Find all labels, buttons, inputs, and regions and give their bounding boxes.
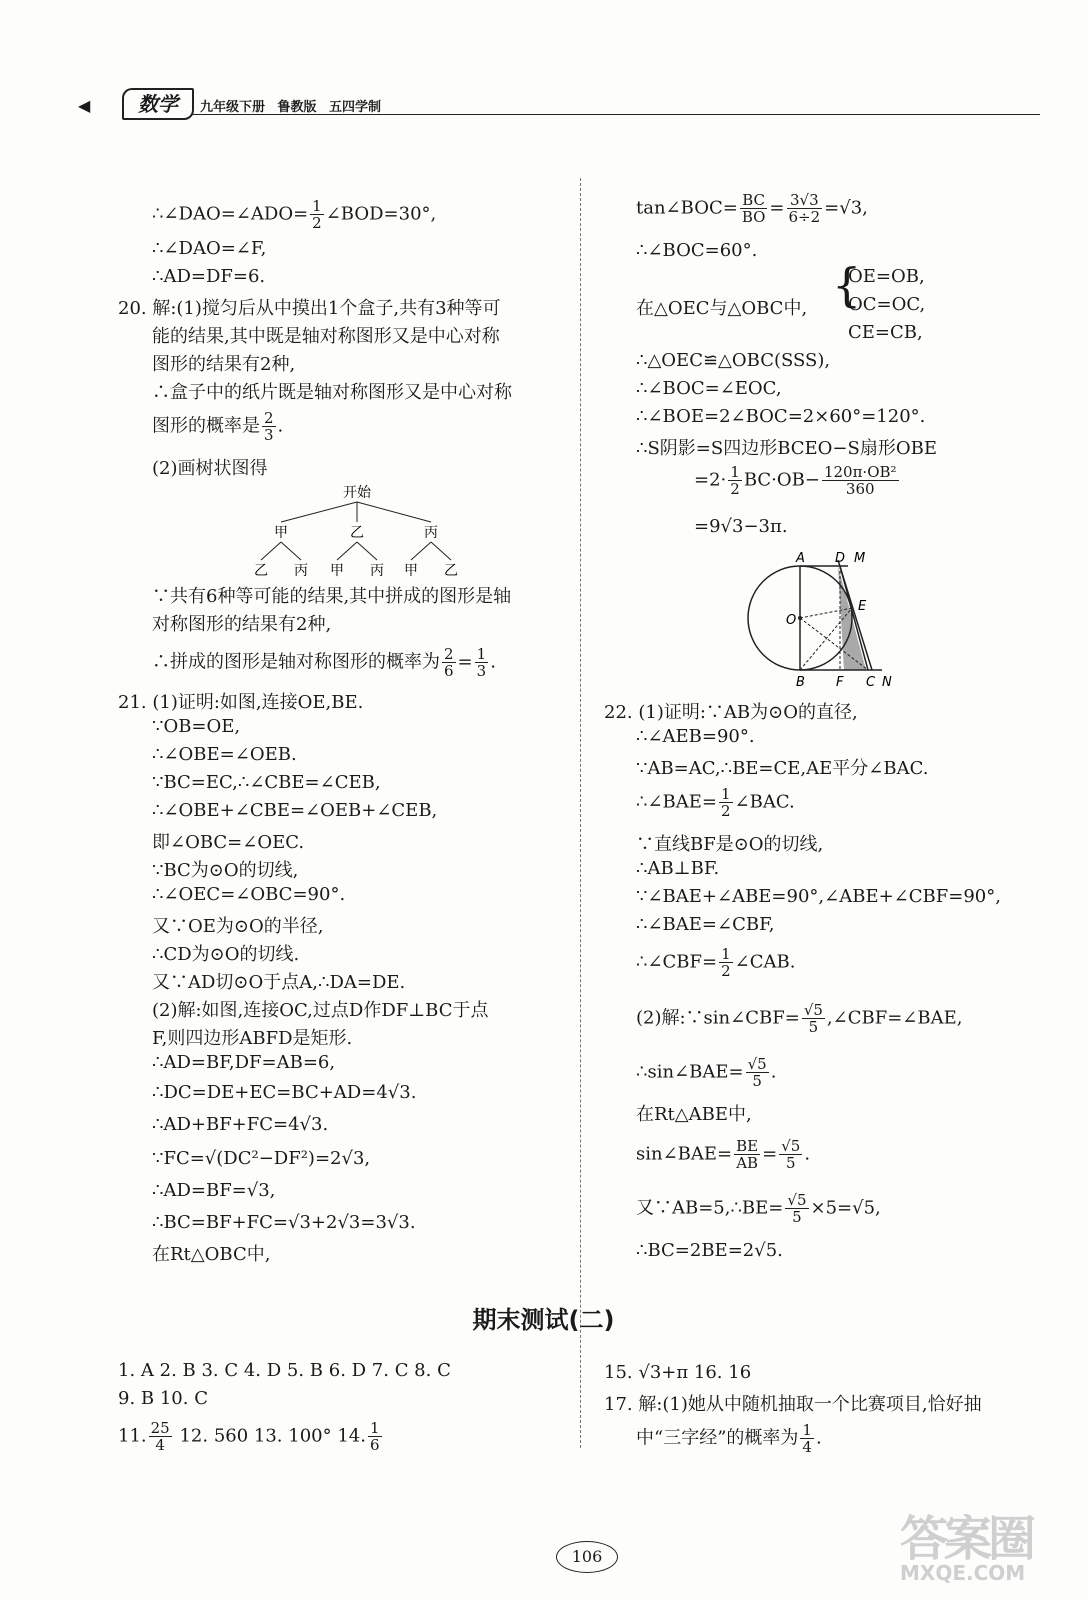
text-line: (2)解:如图,连接OC,过点D作DF⊥BC于点 [152, 1000, 489, 1021]
system-eq-2: OC=OC, [848, 294, 926, 315]
text-line: ∴盒子中的纸片既是轴对称图形又是中心对称 [152, 382, 512, 403]
text-line: ∴AD=BF,DF=AB=6, [152, 1052, 336, 1073]
label-D: D [835, 551, 846, 566]
text-line: ∴BC=BF+FC=√3+2√3=3√3. [152, 1212, 416, 1233]
tree-l2-4: 丙 [370, 563, 384, 579]
answers-line: 1. A 2. B 3. C 4. D 5. B 6. D 7. C 8. C [118, 1360, 451, 1381]
text-line: 在Rt△ABE中, [636, 1104, 752, 1125]
label-A: A [796, 551, 805, 566]
label-E: E [858, 599, 867, 614]
text-line: 又∵AB=5,∴BE= $\frac{√5}{5}$ ×5=√5, [636, 1191, 881, 1226]
text-line: ∵BC为⊙O的切线, [152, 860, 299, 881]
label-M: M [854, 551, 866, 566]
answers-line: 中“三字经”的概率为 $\frac{1}{4}$ . [636, 1421, 822, 1456]
text-line: 22. (1)证明:∵AB为⊙O的直径, [604, 702, 858, 723]
header-logo-icon: ◀ [78, 96, 89, 115]
header-rule [192, 114, 1040, 115]
text-line: ∵BC=EC,∴∠CBE=∠CEB, [152, 772, 381, 793]
text-line: 图形的概率是 $\frac{2}{3}$ . [152, 409, 284, 444]
text-line: 20. 解:(1)搅匀后从中摸出1个盒子,共有3种等可 [118, 298, 501, 319]
tree-l2-1: 乙 [254, 563, 268, 579]
text-line: (2)解:∵sin∠CBF= $\frac{√5}{5}$ ,∠CBF=∠BAE, [636, 1001, 963, 1036]
label-F: F [836, 675, 844, 690]
watermark [900, 1500, 1070, 1595]
text-line: ∴S阴影=S四边形BCEO−S扇形OBE [636, 438, 937, 459]
text-line: 又∵OE为⊙O的半径, [152, 916, 324, 937]
text-line: 即∠OBC=∠OEC. [152, 832, 305, 853]
text-line: ∴CD为⊙O的切线. [152, 944, 300, 965]
text-line: ∵直线BF是⊙O的切线, [636, 834, 824, 855]
text-line: ∴sin∠BAE= $\frac{√5}{5}$ . [636, 1055, 777, 1090]
tree-root: 开始 [343, 485, 371, 501]
text-line: ∴∠CBF= $\frac{1}{2}$ ∠CAB. [636, 945, 796, 980]
text-line: sin∠BAE= $\frac{BE}{AB}$ = $\frac{√5}{5}$ . [636, 1137, 811, 1172]
text-line: ∴BC=2BE=2√5. [636, 1240, 783, 1261]
text-line: ∴AD+BF+FC=4√3. [152, 1114, 329, 1135]
label-O: O [786, 613, 797, 628]
tree-l1-a: 甲 [274, 525, 288, 541]
text-line: ∴拼成的图形是轴对称图形的概率为 $\frac{2}{6}$ = $\frac{1}{3}$ . [152, 645, 496, 680]
text-line: ∵AB=AC,∴BE=CE,AE平分∠BAC. [636, 758, 929, 779]
text-line: 对称图形的结果有2种, [152, 614, 332, 635]
tree-l2-6: 乙 [444, 563, 458, 579]
tree-diagram [245, 480, 475, 580]
text-line: 21. (1)证明:如图,连接OE,BE. [118, 692, 364, 713]
book-info: 九年级下册 鲁教版 五四学制 [200, 100, 382, 115]
watermark-logo: 答案圈 [900, 1511, 1033, 1567]
system-eq-1: OE=OB, [848, 266, 925, 287]
text-line: ∵∠BAE+∠ABE=90°,∠ABE+∠CBF=90°, [636, 886, 1001, 907]
text-line: ∵OB=OE, [152, 716, 241, 737]
text-line: ∴∠OBE+∠CBE=∠OEB+∠CEB, [152, 800, 438, 821]
answers-line: 15. √3+π 16. 16 [604, 1362, 752, 1383]
text-line: ∴∠BAE= $\frac{1}{2}$ ∠BAC. [636, 785, 795, 820]
subject-badge: 数学 [122, 88, 194, 120]
text-line: ∴∠OBE=∠OEB. [152, 744, 297, 765]
text-line: 能的结果,其中既是轴对称图形又是中心对称 [152, 326, 500, 347]
label-B: B [796, 675, 805, 690]
text-line: ∴AD=DF=6. [152, 266, 266, 287]
tree-l2-3: 甲 [330, 563, 344, 579]
text-line: ∴∠AEB=90°. [636, 726, 755, 747]
tree-l1-c: 丙 [424, 525, 438, 541]
text-line: 在△OEC与△OBC中, [636, 298, 808, 319]
tree-l1-b: 乙 [350, 525, 364, 541]
tree-l2-2: 丙 [294, 563, 308, 579]
text-line: F,则四边形ABFD是矩形. [152, 1028, 353, 1049]
label-N: N [882, 675, 892, 690]
text-line: ∴AD=BF=√3, [152, 1180, 276, 1201]
answers-line: 11. $\frac{25}{4}$ 12. 560 13. 100° 14. $\frac{1}{6}$ [118, 1419, 380, 1454]
text-line: ∴DC=DE+EC=BC+AD=4√3. [152, 1082, 417, 1103]
system-eq-3: CE=CB, [848, 322, 923, 343]
tree-l2-5: 甲 [404, 563, 418, 579]
answers-line: 9. B 10. C [118, 1388, 208, 1409]
watermark-url: MXQE.COM [900, 1561, 1026, 1585]
label-C: C [866, 675, 876, 690]
text-line: (2)画树状图得 [152, 458, 268, 479]
text-line: ∴∠BAE=∠CBF, [636, 914, 775, 935]
text-line: =9√3−3π. [694, 516, 788, 537]
text-line: ∴∠OEC=∠OBC=90°. [152, 884, 346, 905]
text-line: ∴AB⊥BF. [636, 858, 720, 879]
text-line: tan∠BOC= $\frac{BC}{BO}$ = $\frac{3√3}{6\div 2}$ =√3, [636, 191, 868, 226]
geometry-figure [740, 548, 910, 690]
text-line: ∵共有6种等可能的结果,其中拼成的图形是轴 [152, 586, 512, 607]
text-line: ∴∠BOE=2∠BOC=2×60°=120°. [636, 406, 926, 427]
brace-icon: { [832, 258, 862, 312]
text-line: 又∵AD切⊙O于点A,∴DA=DE. [152, 972, 406, 993]
text-line: ∴∠DAO=∠F, [152, 238, 267, 259]
page-header [72, 86, 1040, 122]
text-line: ∵FC=√(DC²−DF²)=2√3, [152, 1148, 371, 1169]
text-line: 图形的结果有2种, [152, 354, 296, 375]
column-divider [580, 178, 581, 1448]
text-line: ∴∠DAO=∠ADO= $\frac{1}{2}$ ∠BOD=30°, [152, 197, 437, 232]
text-line: ∴∠BOC=∠EOC, [636, 378, 782, 399]
text-line: ∴∠BOC=60°. [636, 240, 758, 261]
text-line: 在Rt△OBC中, [152, 1244, 271, 1265]
text-line: =2· $\frac{1}{2}$ BC·OB− $\frac{\text{120π·OB²}}{360}$ [694, 463, 897, 498]
section-title: 期末测试(二) [472, 1306, 615, 1334]
page-number: 106 [556, 1541, 618, 1573]
answers-line: 17. 解:(1)她从中随机抽取一个比赛项目,恰好抽 [604, 1394, 982, 1415]
text-line: ∴△OEC≌△OBC(SSS), [636, 350, 831, 371]
